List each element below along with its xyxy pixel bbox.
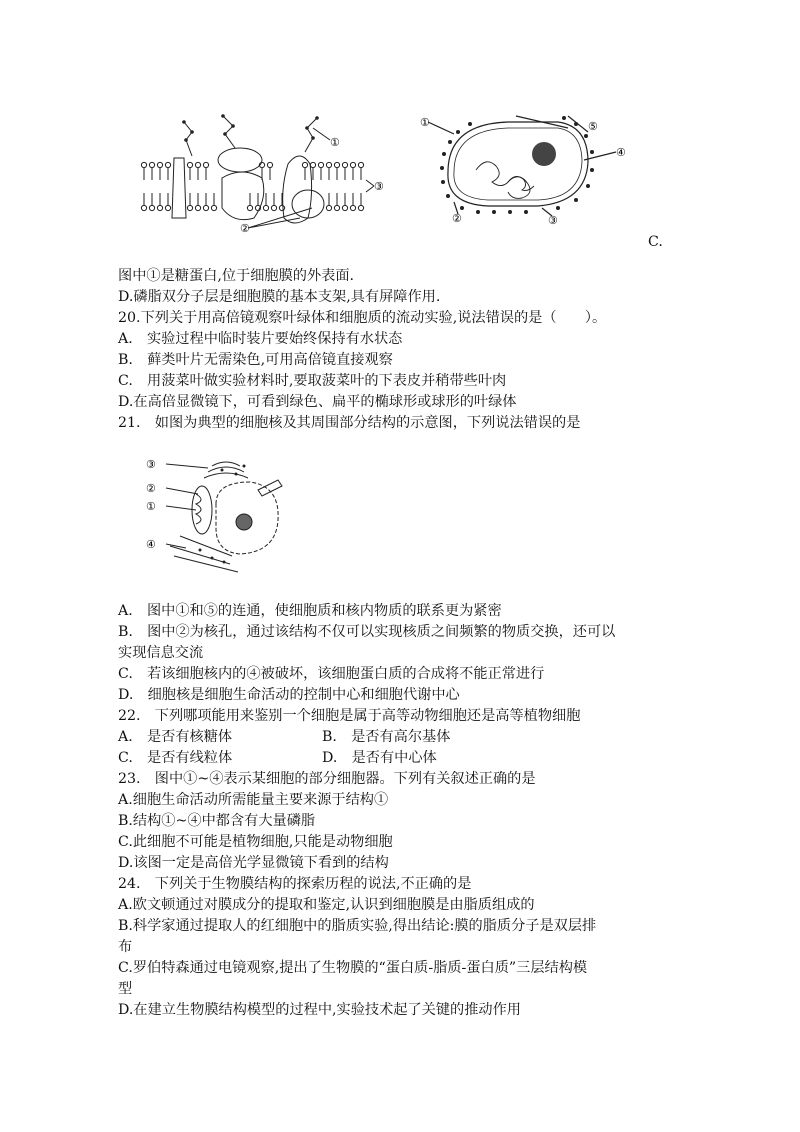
nucleus-figure <box>140 452 300 582</box>
fig1-callout-1: ① <box>330 136 340 149</box>
surface-granules <box>440 116 594 214</box>
fig2-callout-3: ③ <box>548 214 558 227</box>
q24-option-d: D.在建立生物膜结构模型的过程中,实验技术起了关键的推动作用 <box>118 1002 521 1018</box>
channel-protein <box>172 158 186 218</box>
fig3-callout-2: ② <box>146 482 156 495</box>
fig3-callout-4: ④ <box>146 538 156 551</box>
q21-option-a: A. 图中①和⑤的连通，使细胞质和核内物质的联系更为紧密 <box>118 603 502 619</box>
q20-option-b: B. 藓类叶片无需染色,可用高倍镜直接观察 <box>118 352 393 368</box>
fig2-callout-5: ⑤ <box>588 120 598 133</box>
q21-option-b-cont: 实现信息交流 <box>118 645 204 661</box>
q21-option-c: C. 若该细胞核内的④被破坏，该细胞蛋白质的合成将不能正常进行 <box>118 666 545 682</box>
q23-option-d: D.该图一定是高倍光学显微镜下看到的结构 <box>118 855 389 871</box>
q21-stem: 21. 如图为典型的细胞核及其周围部分结构的示意图，下列说法错误的是 <box>118 415 581 431</box>
nucleoid <box>476 162 530 199</box>
cell-outline <box>448 122 588 206</box>
q24-option-b-cont: 布 <box>118 939 133 955</box>
spherical-body <box>532 142 556 166</box>
glycan-chains <box>184 116 317 156</box>
fig1-callout-3: ③ <box>374 180 384 193</box>
protein-lower <box>292 190 324 218</box>
phospholipid-heads-bottom <box>141 205 363 210</box>
q22-stem: 22. 下列哪项能用来鉴别一个细胞是属于高等动物细胞还是高等植物细胞 <box>118 708 581 724</box>
q24-option-c: C.罗伯特森通过电镜观察,提出了生物膜的“蛋白质-脂质-蛋白质”三层结构模 <box>118 960 588 976</box>
cell-membrane-figure <box>130 108 390 248</box>
golgi <box>204 462 248 478</box>
fig1-callout-2: ② <box>240 222 250 235</box>
q20-stem: 20.下列关于用高倍镜观察叶绿体和细胞质的流动实验,说法错误的是（ ）。 <box>118 310 607 326</box>
q20-option-a: A. 实验过程中临时装片要始终保持有水状态 <box>118 331 403 347</box>
q20-option-c: C. 用菠菜叶做实验材料时,要取菠菜叶的下表皮并稍带些叶肉 <box>118 373 507 389</box>
fig2-callout-1: ① <box>420 116 430 129</box>
q23-stem: 23. 图中①~④表示某细胞的部分细胞器。下列有关叙述正确的是 <box>118 771 536 787</box>
q22-option-d: D. 是否有中心体 <box>322 750 437 766</box>
fig2-callout-2: ② <box>452 212 462 225</box>
centriole <box>258 480 282 496</box>
q24-option-b: B.科学家通过提取人的红细胞中的脂质实验,得出结论:膜的脂质分子是双层排 <box>118 918 597 934</box>
fig2-callout-4: ④ <box>616 146 626 159</box>
figure-option-c-label: C. <box>648 234 663 250</box>
q21-option-b: B. 图中②为核孔，通过该结构不仅可以实现核质之间频繁的物质交换，还可以 <box>118 624 616 640</box>
nucleolus <box>236 514 252 530</box>
q22-option-b: B. 是否有高尔基体 <box>322 729 451 745</box>
q20-option-d: D.在高倍显微镜下，可看到绿色、扁平的椭球形或球形的叶绿体 <box>118 394 517 410</box>
q21-option-d: D. 细胞核是细胞生命活动的控制中心和细胞代谢中心 <box>118 687 460 703</box>
phospholipid-heads-top <box>141 162 363 167</box>
fig3-callout-3: ③ <box>146 458 156 471</box>
peripheral-protein <box>218 148 262 172</box>
cell-figure-c <box>418 112 628 227</box>
q22-option-a: A. 是否有核糖体 <box>118 729 233 745</box>
endoplasmic-reticulum <box>170 536 238 572</box>
q23-option-a: A.细胞生命活动所需能量主要来源于结构① <box>118 792 389 808</box>
q23-option-b: B.结构①~④中都含有大量磷脂 <box>118 813 316 829</box>
q19-option-d: D.磷脂双分子层是细胞膜的基本支架,具有屏障作用. <box>118 289 441 305</box>
fig3-callout-1: ① <box>146 500 156 513</box>
q24-stem: 24. 下列关于生物膜结构的探索历程的说法,不正确的是 <box>118 876 472 892</box>
q24-option-a: A.欧文顿通过对膜成分的提取和鉴定,认识到细胞膜是由脂质组成的 <box>118 897 535 913</box>
q23-option-c: C.此细胞不可能是植物细胞,只能是动物细胞 <box>118 834 393 850</box>
q22-option-c: C. 是否有线粒体 <box>118 750 233 766</box>
q24-option-c-cont: 型 <box>118 981 133 997</box>
q19-option-c: 图中①是糖蛋白,位于细胞膜的外表面. <box>118 268 355 284</box>
